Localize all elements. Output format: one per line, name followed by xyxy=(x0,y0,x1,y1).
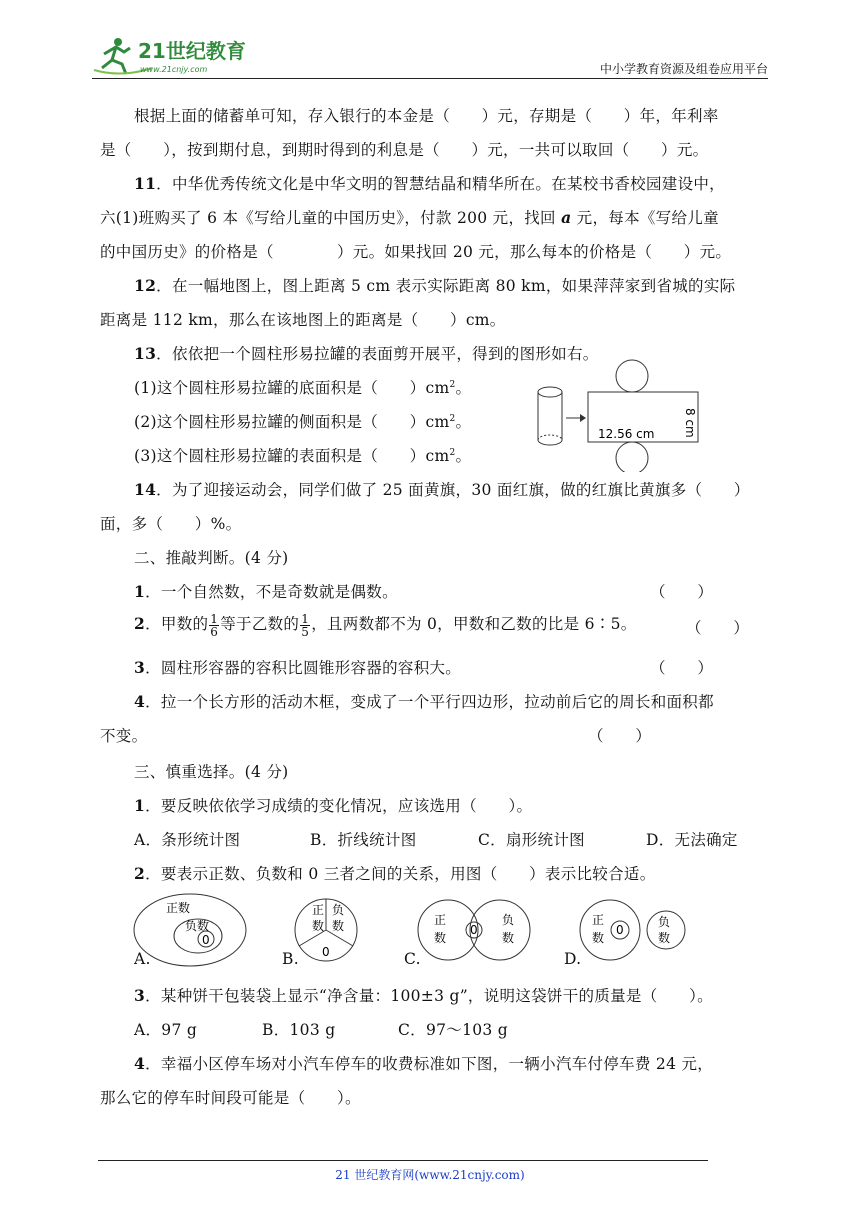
rect-height-label: 8 cm xyxy=(683,408,697,438)
venn-label-b: B. xyxy=(282,950,299,968)
venn-label-a: A. xyxy=(134,950,151,968)
question-13: 13．依依把一个圆柱形易拉罐的表面剪开展平，得到的图形如右。 xyxy=(134,344,599,363)
option-d: D．无法确定 xyxy=(646,831,738,849)
option-c: C．扇形统计图 xyxy=(478,831,585,849)
svg-text:www.21cnjy.com: www.21cnjy.com xyxy=(140,65,208,74)
svg-text:正: 正 xyxy=(592,913,605,927)
svg-text:正: 正 xyxy=(312,903,325,917)
fraction: $\frac{1}{6}$ xyxy=(210,611,219,639)
svg-text:数: 数 xyxy=(434,931,447,945)
option-b: B．103 g xyxy=(262,1021,336,1039)
question-13-2: (2)这个圆柱形易拉罐的侧面积是（ ）$cm^2$。 xyxy=(134,413,472,431)
text-line: 的中国历史》的价格是（ ）元。如果找回 20 元，那么每本的价格是（ ）元。 xyxy=(100,243,732,261)
header-platform-text: 中小学教育资源及组卷应用平台 xyxy=(599,62,768,76)
text-line: 六(1)班购买了 6 本《写给儿童的中国历史》，付款 200 元，找回 a 元，每本《写给儿童 xyxy=(100,208,719,227)
svg-text:负: 负 xyxy=(502,913,515,927)
svg-text:数: 数 xyxy=(312,919,325,933)
footer-text: 21 世纪教育网(www.21cnjy.com) xyxy=(335,1168,525,1182)
question-14: 14．为了迎接运动会，同学们做了 25 面黄旗，30 面红旗，做的红旗比黄旗多（ ） xyxy=(134,480,750,499)
choice-4: 4．幸福小区停车场对小汽车停车的收费标准如下图，一辆小汽车付停车费 24 元， xyxy=(134,1054,714,1073)
judge-4: 4．拉一个长方形的活动木框，变成了一个平行四边形，拉动前后它的周长和面积都 xyxy=(134,692,714,711)
svg-text:正数: 正数 xyxy=(166,901,191,915)
option-b: B．折线统计图 xyxy=(310,831,417,849)
venn-label-c: C. xyxy=(404,950,421,968)
svg-text:数: 数 xyxy=(332,919,345,933)
arrow-icon xyxy=(566,414,586,422)
option-a: A．条形统计图 xyxy=(134,831,241,849)
svg-text:0: 0 xyxy=(202,933,210,947)
text-line: 是（ ），按到期付息，到期时得到的利息是（ ）元，一共可以取回（ ）元。 xyxy=(100,141,709,159)
text-line: 不变。 xyxy=(100,727,148,745)
answer-paren: （ ） xyxy=(686,619,750,637)
text-line: 面，多（ ）%。 xyxy=(100,515,242,533)
svg-text:数: 数 xyxy=(502,931,515,945)
header-divider xyxy=(92,78,768,79)
answer-paren: （ ） xyxy=(650,583,714,601)
choice-3: 3．某种饼干包装袋上显示“净含量：100±3 g”，说明这袋饼干的质量是（ ）。 xyxy=(134,986,713,1005)
answer-paren: （ ） xyxy=(588,727,652,745)
choice-1: 1．要反映依依学习成绩的变化情况，应该选用（ ）。 xyxy=(134,796,533,815)
option-c: C．97～103 g xyxy=(398,1021,509,1039)
svg-text:数: 数 xyxy=(592,931,605,945)
site-logo xyxy=(92,34,262,78)
cylinder-net-figure xyxy=(526,356,706,472)
judge-1: 1．一个自然数，不是奇数就是偶数。 xyxy=(134,582,398,601)
option-a: A．97 g xyxy=(134,1021,198,1039)
venn-d xyxy=(580,900,685,960)
venn-label-d: D. xyxy=(564,950,582,968)
svg-text:负: 负 xyxy=(658,915,671,929)
svg-text:0: 0 xyxy=(470,923,478,937)
judge-3: 3．圆柱形容器的容积比圆锥形容器的容积大。 xyxy=(134,658,462,677)
svg-text:正: 正 xyxy=(434,913,447,927)
svg-text:负数: 负数 xyxy=(185,919,210,933)
answer-paren: （ ） xyxy=(650,659,714,677)
section-title-3: 三、慎重选择。(4 分) xyxy=(134,763,289,781)
top-circle xyxy=(616,360,648,392)
text-line: 那么它的停车时间段可能是（ ）。 xyxy=(100,1089,361,1107)
svg-text:21世纪教育: 21世纪教育 xyxy=(138,39,246,63)
fraction: $\frac{1}{5}$ xyxy=(301,611,310,639)
choice-2: 2．要表示正数、负数和 0 三者之间的关系，用图（ ）表示比较合适。 xyxy=(134,864,656,883)
svg-text:0: 0 xyxy=(616,923,624,937)
svg-text:0: 0 xyxy=(322,945,330,959)
svg-text:数: 数 xyxy=(658,931,671,945)
text-line: 根据上面的储蓄单可知，存入银行的本金是（ ）元，存期是（ ）年，年利率 xyxy=(134,107,719,125)
section-title-2: 二、推敲判断。(4 分) xyxy=(134,549,289,567)
text-line: 距离是 112 km，那么在该地图上的距离是（ ）cm。 xyxy=(100,311,506,329)
page-header xyxy=(92,34,768,80)
bottom-circle xyxy=(616,442,648,472)
question-12: 12．在一幅地图上，图上距离 5 cm 表示实际距离 80 km，如果萍萍家到省城的实际 xyxy=(134,276,736,295)
rect-length-label: 12.56 cm xyxy=(598,427,655,441)
question-13-1: (1)这个圆柱形易拉罐的底面积是（ ）$cm^2$。 xyxy=(134,379,472,397)
judge-2: 2．甲数的 $\frac{1}{6}$ 等于乙数的 $\frac{1}{5}$ ，且两数都不为 0，甲数和乙数的比是 6∶5。 xyxy=(134,611,637,639)
svg-text:负: 负 xyxy=(332,903,345,917)
footer-divider xyxy=(98,1160,708,1161)
question-11: 11．中华优秀传统文化是中华文明的智慧结晶和精华所在。在某校书香校园建设中， xyxy=(134,174,725,193)
question-13-3: (3)这个圆柱形易拉罐的表面积是（ ）$cm^2$。 xyxy=(134,447,472,465)
cylinder-shape xyxy=(538,387,562,445)
